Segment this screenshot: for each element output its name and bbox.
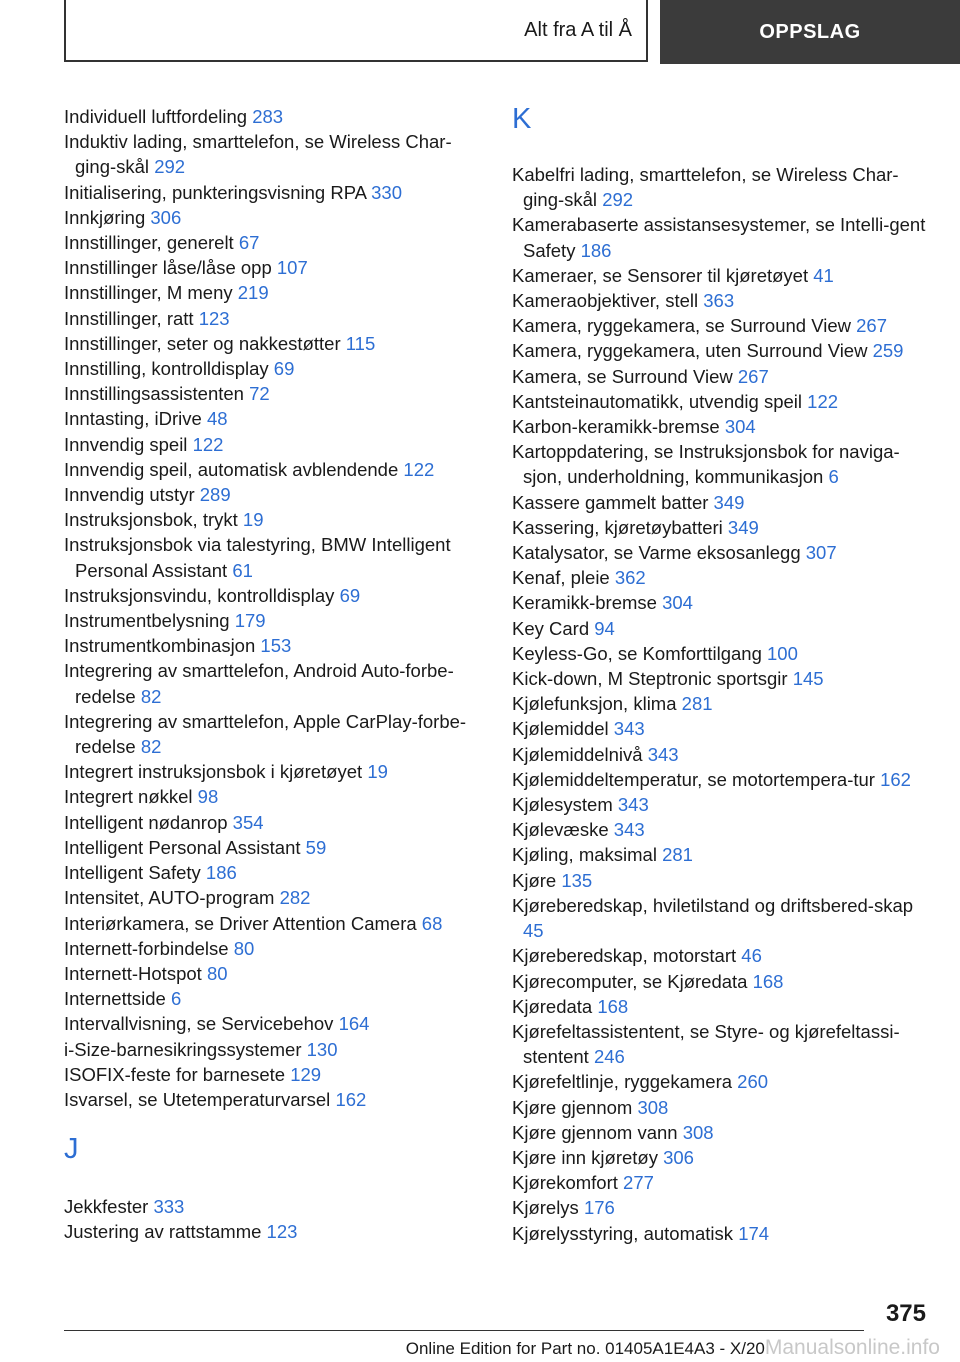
index-page-link[interactable]: 164	[338, 1013, 370, 1035]
index-page-link[interactable]: 45	[523, 920, 544, 942]
index-entry-text: Isvarsel, se Utetemperaturvarsel	[64, 1088, 331, 1110]
index-page-link[interactable]: 354	[232, 811, 264, 833]
index-entry-text: Internett-forbindelse	[64, 937, 229, 959]
index-entry	[512, 414, 932, 439]
index-entry-text: Innvendig speil	[64, 433, 188, 455]
index-entry-text: Innstillinger, M meny	[64, 282, 233, 304]
index-entry	[512, 1170, 932, 1195]
index-entry-text: Kjølemiddeltemperatur, se motortempera-tur	[512, 768, 875, 790]
index-entry-text: Justering av rattstamme	[64, 1221, 262, 1243]
index-entry	[64, 230, 484, 255]
index-entry	[64, 784, 484, 809]
index-entry-text: Initialisering, punkteringsvisning RPA	[64, 181, 366, 203]
index-page-link[interactable]: 80	[233, 937, 255, 959]
index-entry-text: Katalysator, se Varme eksosanlegg	[512, 542, 801, 564]
index-entry-text: Kjøling, maksimal	[512, 844, 657, 866]
index-entry-text: Karbon-keramikk-bremse	[512, 416, 720, 438]
index-entry	[512, 1120, 932, 1145]
index-entry-text: Kjølevæske	[512, 819, 609, 841]
index-entry-text: Intelligent nødanrop	[64, 811, 228, 833]
index-page-link[interactable]: 100	[767, 642, 798, 664]
index-entry-text: Kamerabaserte assistansesystemer, se Intelli-gent Safety	[512, 214, 926, 261]
index-entry-text: Keramikk-bremse	[512, 592, 657, 614]
index-page-link[interactable]: 349	[713, 491, 745, 513]
index-entry-text: Induktiv lading, smarttelefon, se Wireless Char-ging-skål	[64, 131, 452, 178]
section-title: Alt fra A til Å	[524, 18, 632, 41]
index-entry-text: Internettside	[64, 988, 166, 1010]
index-page-link[interactable]: 281	[681, 693, 713, 715]
index-page-link[interactable]: 19	[367, 761, 388, 783]
index-entry-text: Integrert nøkkel	[64, 786, 193, 808]
index-page-link[interactable]: 304	[662, 592, 693, 614]
index-page-link[interactable]: 19	[242, 509, 264, 531]
footer-watermark: Manualsonline.info	[764, 1336, 940, 1359]
index-entry	[64, 432, 484, 457]
index-entry	[512, 364, 932, 389]
index-entry	[64, 507, 484, 532]
index-entry	[64, 633, 484, 658]
index-entry	[64, 608, 484, 633]
index-page-link[interactable]: 349	[727, 516, 759, 538]
index-entry-text: Kamera, ryggekamera, se Surround View	[512, 315, 851, 337]
index-entry-text: ISOFIX-feste for barnesete	[64, 1063, 286, 1085]
index-page-link[interactable]: 330	[371, 181, 402, 203]
index-page-link[interactable]: 6	[828, 466, 839, 488]
index-entry-text: Kameraer, se Sensorer til kjøretøyet	[512, 264, 809, 286]
index-page-link[interactable]: 174	[738, 1222, 770, 1244]
section-title-box	[64, 0, 648, 62]
index-page-link[interactable]: 135	[561, 869, 593, 891]
index-entry	[512, 842, 932, 867]
index-page-link[interactable]: 343	[613, 718, 645, 740]
index-page-link[interactable]: 72	[249, 383, 270, 405]
index-page-link[interactable]: 130	[306, 1038, 338, 1060]
index-page-link[interactable]: 260	[737, 1071, 769, 1093]
index-entry	[64, 104, 484, 129]
index-entry-text: i-Size-barnesikringssystemer	[64, 1038, 302, 1060]
index-entry	[512, 792, 932, 817]
index-entry-text: Kjøre gjennom	[512, 1096, 633, 1118]
index-entry-text: Interiørkamera, se Driver Attention Camera	[64, 912, 417, 934]
index-entry-text: Kassering, kjøretøybatteri	[512, 516, 723, 538]
index-entry	[512, 439, 932, 489]
section-tab[interactable]	[660, 0, 960, 64]
index-entry-text: Kjøreberedskap, hviletilstand og driftsbered-skap	[512, 894, 914, 916]
index-entry-text: Keyless-Go, se Komforttilgang	[512, 642, 762, 664]
index-page-link[interactable]: 292	[154, 156, 186, 178]
index-page-link[interactable]: 129	[290, 1063, 322, 1085]
index-page-link[interactable]: 363	[703, 290, 735, 312]
index-entry-text: Innkjøring	[64, 206, 146, 228]
index-entry	[512, 288, 932, 313]
index-entry-text: Kenaf, pleie	[512, 567, 610, 589]
index-entry	[64, 986, 484, 1011]
index-entry	[512, 716, 932, 741]
index-entry	[64, 381, 484, 406]
index-entry-text: Instruksjonsbok via talestyring, BMW Intelligent Personal Assistant	[64, 534, 451, 581]
index-entry-text: Integrering av smarttelefon, Apple CarPlay-forbe-redelse	[64, 710, 467, 758]
index-entry-text: Kjøre	[512, 869, 557, 891]
index-entry	[512, 893, 932, 943]
index-entry-text: Innstilling, kontrolldisplay	[64, 358, 269, 380]
index-page-link[interactable]: 82	[140, 685, 162, 707]
index-page-link[interactable]: 289	[199, 484, 231, 506]
index-entry	[512, 263, 932, 288]
index-page-link[interactable]: 179	[234, 610, 266, 632]
index-entry-text: Intelligent Safety	[64, 862, 201, 884]
index-group-j	[64, 1194, 484, 1244]
index-page-link[interactable]: 59	[305, 836, 327, 858]
index-page-link[interactable]: 6	[170, 988, 182, 1010]
index-entry	[512, 691, 932, 716]
index-entry-text: Kjøre gjennom vann	[512, 1121, 678, 1143]
index-entry	[512, 641, 932, 666]
index-page-link[interactable]: 333	[153, 1196, 185, 1218]
index-entry	[64, 835, 484, 860]
footer-edition: Online Edition for Part no. 01405A1E4A3 - X/20	[405, 1339, 765, 1358]
index-page-link[interactable]: 306	[663, 1146, 694, 1168]
index-entry-text: Kartoppdatering, se Instruksjonsbok for naviga-sjon, underholdning, kommunikasjon	[512, 441, 900, 488]
index-page-link[interactable]: 82	[140, 736, 162, 758]
index-page-link[interactable]: 343	[617, 794, 649, 816]
index-entry	[512, 666, 932, 691]
index-letter-k: K	[512, 103, 532, 135]
index-entry	[512, 1069, 932, 1094]
index-page-link[interactable]: 123	[266, 1221, 298, 1243]
index-entry-text: Innstillinger, generelt	[64, 232, 234, 254]
index-page-link[interactable]: 343	[647, 743, 679, 765]
index-entry	[64, 1087, 484, 1112]
index-page-link[interactable]: 123	[198, 307, 230, 329]
index-entry	[512, 817, 932, 842]
index-page-link[interactable]: 145	[792, 668, 824, 690]
index-entry-text: Instrumentkombinasjon	[64, 635, 256, 657]
index-page-link[interactable]: 292	[602, 189, 634, 211]
index-entry	[64, 532, 484, 582]
index-entry-text: Individuell luftfordeling	[64, 106, 248, 127]
index-entry-text: Kjørefeltassistentent, se Styre- og kjørefeltassi-stentent	[512, 1020, 900, 1068]
index-entry	[64, 961, 484, 986]
index-entry-text: Instruksjonsvindu, kontrolldisplay	[64, 584, 335, 606]
index-entry	[64, 709, 484, 759]
page-number: 375	[885, 1300, 926, 1327]
index-entry-text: Innstillinger, ratt	[64, 307, 194, 329]
index-entry-text: Kjørelys	[512, 1197, 579, 1219]
index-entry-text: Kabelfri lading, smarttelefon, se Wireless Char-ging-skål	[512, 164, 899, 211]
page-footer	[0, 1336, 940, 1360]
index-entry-text: Jekkfester	[64, 1196, 149, 1218]
index-entry-text: Innstillinger, seter og nakkestøtter	[64, 332, 341, 354]
index-entry-text: Inntasting, iDrive	[64, 408, 202, 430]
index-entry-text: Kjørecomputer, se Kjøredata	[512, 970, 748, 992]
index-page-link[interactable]: 122	[807, 390, 839, 412]
index-entry	[512, 1195, 932, 1220]
index-entry	[64, 911, 484, 936]
index-entry	[64, 306, 484, 331]
index-entry	[512, 767, 932, 792]
index-entry	[512, 490, 932, 515]
index-entry	[64, 482, 484, 507]
index-page-link[interactable]: 48	[206, 408, 228, 430]
index-entry	[64, 129, 484, 179]
index-entry	[512, 1145, 932, 1170]
index-entry	[64, 759, 484, 784]
index-entry	[64, 1011, 484, 1036]
index-entry	[64, 1037, 484, 1062]
index-entry	[64, 936, 484, 961]
section-tab-label: OPPSLAG	[759, 20, 861, 43]
index-page-link[interactable]: 308	[637, 1096, 669, 1118]
index-entry	[512, 212, 932, 262]
index-page-link[interactable]: 362	[614, 567, 646, 589]
index-entry-text: Kjølemiddel	[512, 718, 609, 740]
index-entry	[64, 885, 484, 910]
index-entry	[64, 1062, 484, 1087]
index-entry-text: Kjøredata	[512, 995, 593, 1017]
index-entry	[64, 331, 484, 356]
index-page-link[interactable]: 68	[421, 912, 443, 934]
index-page-link[interactable]: 308	[682, 1121, 714, 1143]
index-entry-text: Innstillingsassistenten	[64, 383, 244, 405]
index-entry	[64, 1219, 484, 1244]
index-entry	[512, 565, 932, 590]
index-entry	[512, 162, 932, 212]
index-page-link[interactable]: 107	[276, 257, 308, 279]
index-entry-text: Kamera, se Surround View	[512, 365, 733, 387]
index-entry	[512, 969, 932, 994]
index-entry	[64, 205, 484, 230]
index-page-link[interactable]: 176	[583, 1197, 615, 1219]
index-page-link[interactable]: 94	[594, 617, 615, 639]
index-entry-text: Internett-Hotspot	[64, 962, 202, 984]
index-entry	[512, 1095, 932, 1120]
index-entry	[512, 338, 932, 363]
index-entry	[64, 180, 484, 205]
index-entry	[64, 860, 484, 885]
index-entry-text: Kantsteinautomatikk, utvendig speil	[512, 390, 803, 412]
index-entry-text: Kjøreberedskap, motorstart	[512, 945, 737, 967]
index-entry-text: Innvendig utstyr	[64, 484, 195, 506]
index-entry-text: Kamera, ryggekamera, uten Surround View	[512, 340, 868, 362]
index-entry-text: Kick-down, M Steptronic sportsgir	[512, 668, 788, 690]
index-entry-text: Kameraobjektiver, stell	[512, 290, 699, 312]
index-entry-text: Kjølesystem	[512, 794, 613, 816]
index-entry-text: Key Card	[512, 617, 590, 639]
index-entry	[512, 1221, 932, 1246]
index-column-left	[64, 104, 484, 1245]
index-page-link[interactable]: 343	[613, 819, 645, 841]
index-entry	[512, 590, 932, 615]
index-letter-j: J	[64, 1133, 79, 1166]
index-entry-text: Instruksjonsbok, trykt	[64, 509, 238, 531]
index-entry	[64, 583, 484, 608]
index-page-link[interactable]: 246	[593, 1046, 625, 1068]
index-page-link[interactable]: 122	[403, 458, 435, 480]
index-entry	[512, 389, 932, 414]
index-entry	[64, 457, 484, 482]
index-entry-text: Innvendig speil, automatisk avblendende	[64, 458, 399, 480]
index-page-link[interactable]: 281	[662, 844, 693, 866]
index-page-link[interactable]: 162	[880, 768, 911, 790]
index-entry	[512, 616, 932, 641]
index-page-link[interactable]: 115	[345, 332, 376, 354]
index-entry-text: Innstillinger låse/låse opp	[64, 257, 272, 279]
index-page-link[interactable]: 80	[206, 962, 228, 984]
index-entry	[512, 994, 932, 1019]
index-entry-text: Kjørefeltlinje, ryggekamera	[512, 1071, 733, 1093]
index-group-k	[512, 162, 932, 1246]
index-page-link[interactable]: 259	[872, 340, 904, 362]
index-entry-text: Kjølemiddelnivå	[512, 743, 643, 765]
index-entry	[512, 1019, 932, 1069]
index-entry-text: Kjørelysstyring, automatisk	[512, 1222, 734, 1244]
index-page-link[interactable]: 267	[737, 365, 769, 387]
index-entry	[64, 406, 484, 431]
index-column-right	[512, 104, 932, 1246]
index-entry	[64, 356, 484, 381]
index-entry	[64, 1194, 484, 1219]
index-entry	[64, 255, 484, 280]
index-entry-text: Intensitet, AUTO-program	[64, 887, 275, 909]
index-page-link[interactable]: 41	[813, 264, 834, 286]
index-entry-text: Kassere gammelt batter	[512, 491, 709, 513]
index-page-link[interactable]: 162	[335, 1088, 367, 1110]
index-page-link[interactable]: 122	[192, 433, 224, 455]
index-entry-text: Intervallvisning, se Servicebehov	[64, 1013, 334, 1035]
index-page-link[interactable]: 282	[279, 887, 311, 909]
index-entry	[512, 515, 932, 540]
index-entry	[512, 742, 932, 767]
page-header	[0, 0, 960, 66]
index-entry	[64, 280, 484, 305]
index-entry-text: Integrering av smarttelefon, Android Auto-forbe-redelse	[64, 660, 454, 707]
index-page-link[interactable]: 61	[232, 559, 253, 581]
index-page-link[interactable]: 69	[339, 584, 361, 606]
index-page-link[interactable]: 186	[205, 862, 237, 884]
index-page-link[interactable]: 283	[252, 106, 284, 127]
index-page-link[interactable]: 306	[150, 206, 182, 228]
index-entry-text: Integrert instruksjonsbok i kjøretøyet	[64, 761, 363, 783]
index-entry	[64, 658, 484, 708]
index-page-link[interactable]: 153	[260, 635, 292, 657]
index-page-link[interactable]: 219	[237, 282, 269, 304]
index-page-link[interactable]: 307	[805, 542, 837, 564]
index-entry	[512, 313, 932, 338]
index-page-link[interactable]: 304	[724, 416, 756, 438]
index-entry-text: Kjøre inn kjøretøy	[512, 1146, 658, 1168]
index-page-link[interactable]: 69	[273, 358, 295, 380]
footer-divider	[64, 1330, 864, 1331]
index-page-link[interactable]: 267	[856, 315, 888, 337]
index-entry	[512, 943, 932, 968]
index-page-link[interactable]: 98	[197, 786, 219, 808]
index-entry	[512, 540, 932, 565]
index-entry-text: Kjørekomfort	[512, 1172, 618, 1194]
index-page-link[interactable]: 168	[597, 995, 629, 1017]
index-page-link[interactable]: 46	[741, 945, 762, 967]
index-entry-text: Kjølefunksjon, klima	[512, 693, 677, 715]
index-entry-text: Intelligent Personal Assistant	[64, 836, 301, 858]
index-entry	[512, 868, 932, 893]
index-group-i	[64, 104, 484, 1112]
index-entry	[64, 810, 484, 835]
index-page-link[interactable]: 277	[623, 1172, 654, 1194]
index-page-link[interactable]: 186	[580, 239, 612, 261]
index-page-link[interactable]: 168	[752, 970, 784, 992]
index-entry-text: Instrumentbelysning	[64, 610, 230, 632]
index-page-link[interactable]: 67	[238, 232, 260, 254]
